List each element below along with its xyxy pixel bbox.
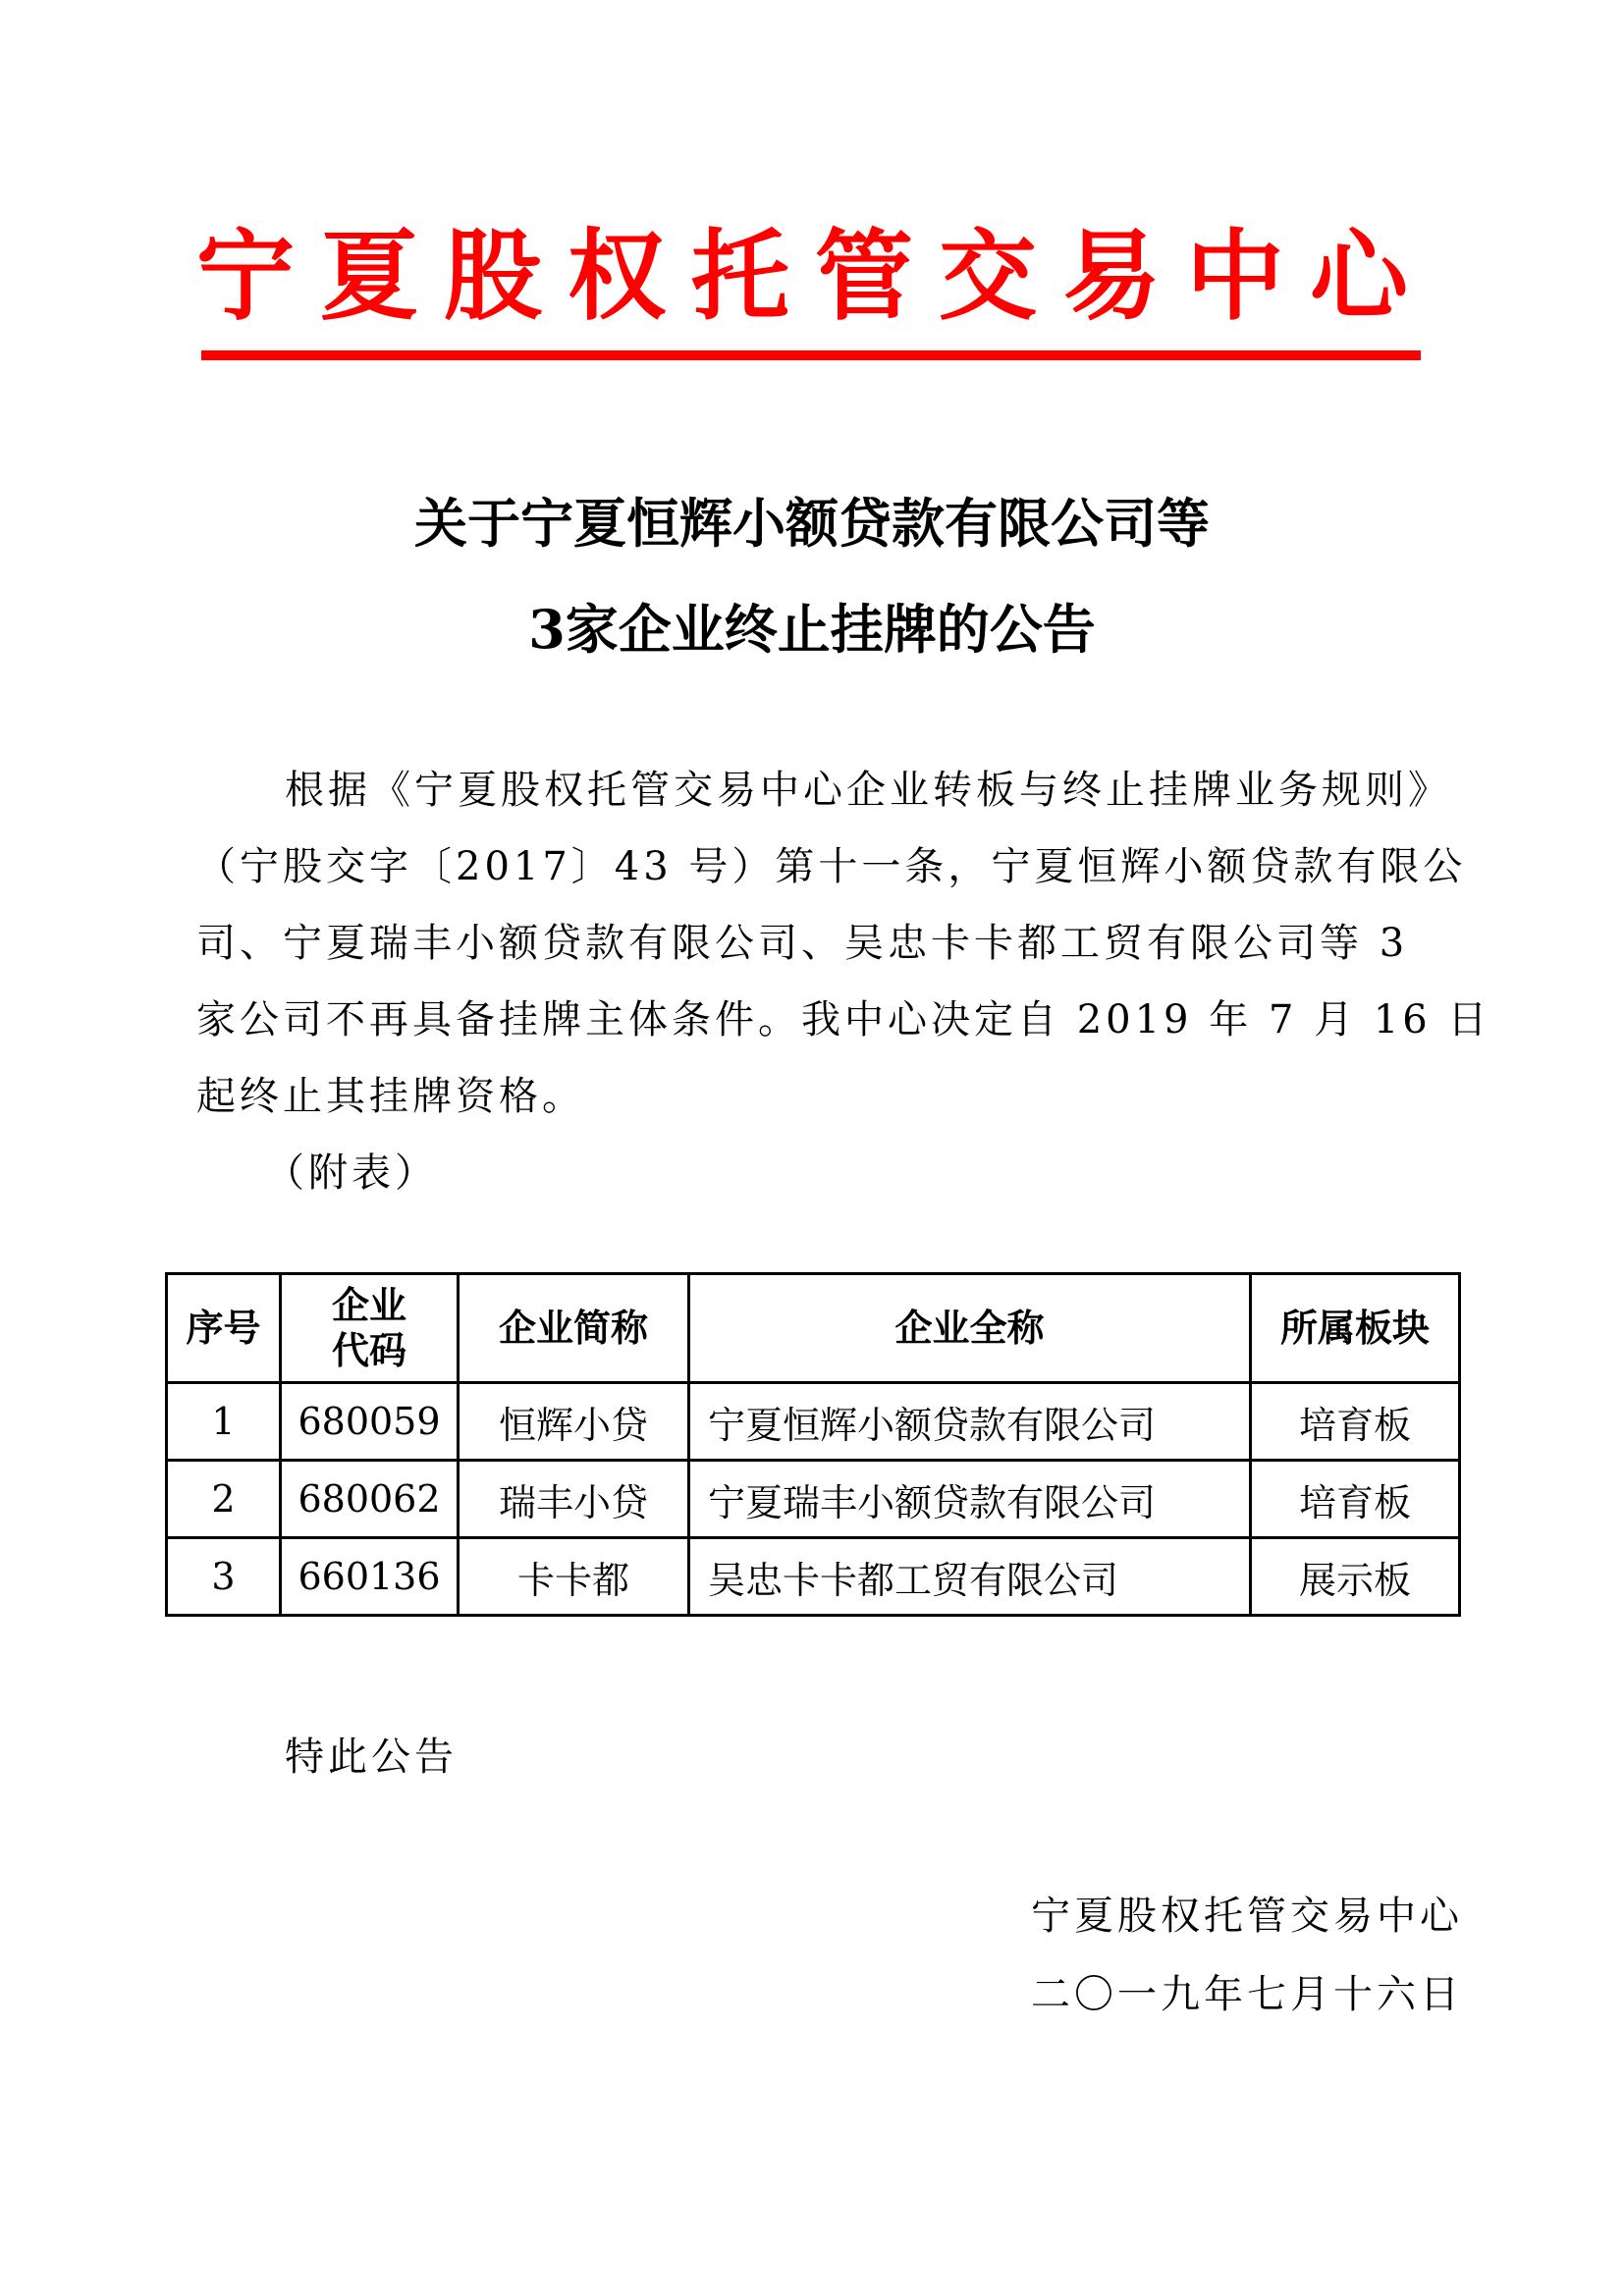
table-row [167,1461,1460,1538]
body-line-3: 司、宁夏瑞丰小额贷款有限公司、吴忠卡卡都工贸有限公司等 3 [196,921,1409,966]
cell-board: 培育板 [1251,1383,1460,1461]
header-seq: 序号 [167,1274,281,1383]
cell-seq: 3 [167,1538,281,1616]
body-line-4: 家公司不再具备挂牌主体条件。我中心决定自 2019 年 7 月 16 日 [196,997,1491,1042]
header-code-line-1: 企业 [331,1283,406,1327]
table-row [167,1538,1460,1616]
cell-short-name: 恒辉小贷 [459,1383,689,1461]
cell-code: 680062 [281,1461,459,1538]
cell-code: 680059 [281,1383,459,1461]
cell-seq: 2 [167,1461,281,1538]
closing-remark: 特此公告 [285,1735,458,1780]
header-full-name: 企业全称 [689,1274,1251,1383]
cell-full-name: 宁夏恒辉小额贷款有限公司 [689,1383,1251,1461]
cell-seq: 1 [167,1383,281,1461]
signature-date: 二〇一九年七月十六日 [1031,1972,1463,2017]
cell-short-name: 瑞丰小贷 [459,1461,689,1538]
table-header-row [167,1274,1460,1383]
cell-full-name: 宁夏瑞丰小额贷款有限公司 [689,1461,1251,1538]
body-line-1: 根据《宁夏股权托管交易中心企业转板与终止挂牌业务规则》 [285,768,1451,813]
masthead-org-name: 宁夏股权托管交易中心 [196,219,1434,334]
header-code-line-2: 代码 [331,1328,406,1372]
table-row [167,1383,1460,1461]
cell-full-name: 吴忠卡卡都工贸有限公司 [689,1538,1251,1616]
cell-code: 660136 [281,1538,459,1616]
header-board: 所属板块 [1251,1274,1460,1383]
document-title-line-1: 关于宁夏恒辉小额贷款有限公司等 [414,492,1210,555]
header-code [281,1274,459,1383]
header-short-name: 企业简称 [459,1274,689,1383]
document-title-line-2: 3家企业终止挂牌的公告 [528,598,1096,661]
cell-short-name: 卡卡都 [459,1538,689,1616]
body-line-2: （宁股交字〔2017〕43 号）第十一条，宁夏恒辉小额贷款有限公 [196,844,1467,889]
delisted-companies-table [165,1272,1458,1617]
cell-board: 展示板 [1251,1538,1460,1616]
signature-org: 宁夏股权托管交易中心 [1031,1894,1463,1939]
cell-board: 培育板 [1251,1461,1460,1538]
appendix-label: （附表） [265,1150,438,1196]
masthead-red-rule [201,350,1421,360]
body-line-5: 起终止其挂牌资格。 [196,1074,585,1119]
